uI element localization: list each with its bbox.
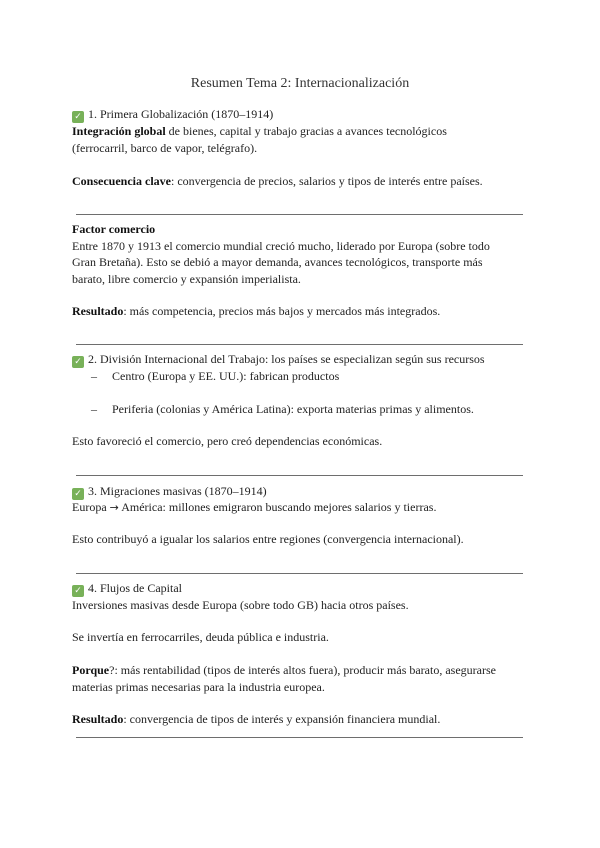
section-1-consequence [72, 173, 527, 190]
bold-term: Porque [72, 663, 110, 677]
section-3-line [72, 499, 527, 517]
paragraph-text: materias primas necesarias para la industria europea. [72, 679, 325, 694]
check-mark-icon: ✓ [72, 585, 84, 597]
section-4-line1: Inversiones masivas desde Europa (sobre todo GB) hacia otros países. [72, 598, 409, 612]
divider [76, 344, 523, 345]
section-1-heading-text: 1. Primera Globalización (1870–1914) [88, 107, 274, 121]
section-2-closing: Esto favoreció el comercio, pero creó dependencias económicas. [72, 434, 383, 448]
list-item [91, 368, 339, 384]
list-item [91, 401, 474, 417]
section-4-why [72, 662, 527, 695]
divider [76, 573, 523, 574]
section-3-heading [72, 483, 527, 500]
section-4-result [72, 711, 527, 728]
divider [76, 214, 523, 215]
check-mark-icon: ✓ [72, 356, 84, 368]
paragraph-text: Europa [72, 500, 107, 514]
factor-result [72, 303, 527, 320]
section-4-heading-text: 4. Flujos de Capital [88, 581, 182, 595]
paragraph-text: : más competencia, precios más bajos y mercados más integrados. [123, 304, 441, 318]
bold-term: Resultado [72, 304, 124, 318]
dash-bullet: – [91, 402, 97, 416]
dash-bullet: – [91, 369, 97, 383]
paragraph-text: América: millones emigraron buscando mejores salarios y tierras. [118, 500, 437, 514]
check-mark-icon: ✓ [72, 488, 84, 500]
paragraph-text: de bienes, capital y trabajo gracias a avances tecnológicos [165, 124, 447, 138]
section-2-heading-text: 2. División Internacional del Trabajo: los países se especializan según sus recursos [88, 352, 485, 366]
section-4-line2: Se invertía en ferrocarriles, deuda pública e industria. [72, 630, 329, 644]
list-item-text: Periferia (colonias y América Latina): exporta materias primas y alimentos. [112, 402, 474, 416]
right-arrow-icon: → [109, 501, 119, 514]
check-mark-icon: ✓ [72, 111, 84, 123]
section-1-heading [72, 106, 527, 123]
section-2-heading [72, 351, 527, 368]
paragraph-text: (ferrocarril, barco de vapor, telégrafo). [72, 140, 258, 155]
document-title: Resumen Tema 2: Internacionalización [190, 76, 410, 91]
bold-term: Consecuencia clave [72, 174, 171, 188]
divider [76, 475, 523, 476]
paragraph-text: : convergencia de tipos de interés y expansión financiera mundial. [123, 712, 441, 726]
paragraph-text: barato, libre comercio y expansión imperialista. [72, 271, 301, 286]
section-3-heading-text: 3. Migraciones masivas (1870–1914) [88, 484, 267, 498]
section-4-heading [72, 580, 527, 597]
section-3-closing: Esto contribuyó a igualar los salarios entre regiones (convergencia internacional). [72, 532, 464, 546]
factor-comercio-block [72, 221, 527, 287]
list-item-text: Centro (Europa y EE. UU.): fabrican productos [112, 369, 340, 383]
paragraph-text: : convergencia de precios, salarios y tipos de interés entre países. [170, 174, 483, 188]
paragraph-text: Gran Bretaña). Esto se debió a mayor demanda, avances tecnológicos, transporte más [72, 255, 483, 269]
paragraph-text: Entre 1870 y 1913 el comercio mundial creció mucho, liderado por Europa (sobre todo [72, 238, 490, 253]
bold-term: Integración global [72, 124, 166, 138]
bold-term: Resultado [72, 712, 124, 726]
divider [76, 737, 523, 738]
section-1-paragraph [72, 123, 527, 156]
factor-heading: Factor comercio [72, 222, 156, 236]
paragraph-text: ?: más rentabilidad (tipos de interés altos fuera), producir más barato, asegurarse [109, 663, 496, 677]
